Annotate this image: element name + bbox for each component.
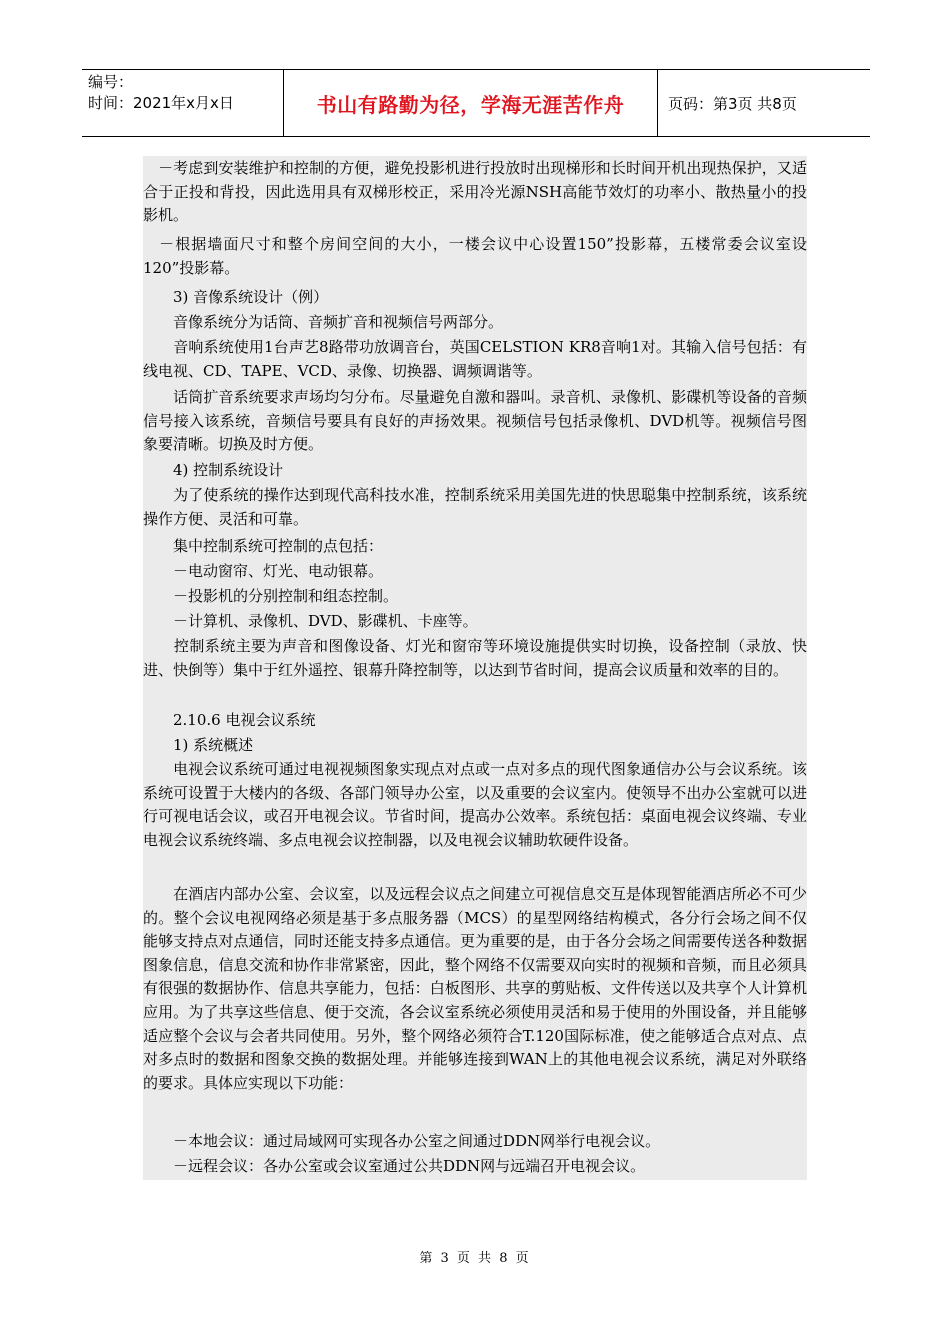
document-body [143, 156, 807, 1180]
section-heading: 4) 控制系统设计 [143, 461, 284, 479]
body-paragraph: －根据墙面尺寸和整个房间空间的大小，一楼会议中心设置150”投影幕，五楼常委会议室设120”投影幕。 [143, 235, 807, 277]
document-number-label: 编号： [88, 73, 134, 91]
body-paragraph: 电视会议系统可通过电视视频图象实现点对点或一点对多点的现代图象通信办公与会议系统。该系统可设置于大楼内的各级、各部门领导办公室，以及重要的会议室内。使领导不出办公室就可以进行可视电话会议，或召开电视会议。节省时间，提高办公效率。系统包括：桌面电视会议终端、专业电视会议系统终端、多点电视会议控制器，以及电视会议辅助软硬件设备。 [143, 760, 807, 849]
list-item: －计算机、录像机、DVD、影碟机、卡座等。 [143, 612, 478, 630]
body-paragraph: 话筒扩音系统要求声场均匀分布。尽量避免自激和器叫。录音机、录像机、影碟机等设备的音频信号接入该系统，音频信号要具有良好的声扬效果。视频信号包括录像机、DVD机等。视频信号图象要清晰。切换及时方便。 [143, 388, 807, 454]
list-item: －本地会议：通过局域网可实现各办公室之间通过DDN网举行电视会议。 [143, 1132, 661, 1150]
section-heading: 2.10.6 电视会议系统 [143, 711, 316, 729]
body-paragraph: －考虑到安装维护和控制的方便，避免投影机进行投放时出现梯形和长时间开机出现热保护，又适合于正投和背投，因此选用具有双梯形校正，采用冷光源NSH高能节效灯的功率小、散热量小的投影机。 [143, 159, 807, 225]
header-motto: 书山有路勤为径，学海无涯苦作舟 [284, 70, 658, 136]
header-meta [82, 70, 284, 136]
body-paragraph: 控制系统主要为声音和图像设备、灯光和窗帘等环境设施提供实时切换，设备控制（录放、快进、快倒等）集中于红外遥控、银幕升降控制等，以达到节省时间，提高会议质量和效率的目的。 [143, 637, 807, 679]
body-paragraph: 音像系统分为话筒、音频扩音和视频信号两部分。 [143, 313, 504, 331]
section-heading: 3) 音像系统设计（例） [143, 288, 329, 306]
section-heading: 1) 系统概述 [143, 736, 254, 754]
list-item: －投影机的分别控制和组态控制。 [143, 587, 399, 605]
document-date: 时间：2021年x月x日 [88, 94, 234, 112]
document-header [82, 69, 870, 137]
body-paragraph: 为了使系统的操作达到现代高科技水准，控制系统采用美国先进的快思聪集中控制系统，该系统操作方便、灵活和可靠。 [143, 486, 807, 528]
list-item: －远程会议：各办公室或会议室通过公共DDN网与远端召开电视会议。 [143, 1157, 646, 1175]
body-paragraph: 音响系统使用1台声艺8路带功放调音台，英国CELSTION KR8音响1对。其输入信号包括：有线电视、CD、TAPE、VCD、录像、切换器、调频调谐等。 [143, 338, 807, 380]
page-footer: 第 3 页 共 8 页 [419, 1251, 531, 1266]
list-item: －电动窗帘、灯光、电动银幕。 [143, 562, 384, 580]
header-page-info: 页码：第3页 共8页 [668, 94, 797, 113]
body-paragraph: 集中控制系统可控制的点包括： [143, 537, 384, 555]
body-paragraph: 在酒店内部办公室、会议室，以及远程会议点之间建立可视信息交互是体现智能酒店所必不可少的。整个会议电视网络必须是基于多点服务器（MCS）的星型网络结构模式，各分行会场之间不仅能够支持点对点通信，同时还能支持多点通信。更为重要的是，由于各分会场之间需要传送各种数据图象信息，信息交流和协作非常紧密，因此，整个网络不仅需要双向实时的视频和音频，而且必须具有很强的数据协作、信息共享能力，包括：白板图形、共享的剪贴板、文件传送以及共享个人计算机应用。为了共享这些信息、便于交流，各会议室系统必须使用灵活和易于使用的外围设备，并且能够适应整个会议与会者共同使用。另外，整个网络必须符合T.120国际标准，使之能够适合点对点、点对多点时的数据和图象交换的数据处理。并能够连接到WAN上的其他电视会议系统，满足对外联络的要求。具体应实现以下功能： [143, 885, 807, 1092]
